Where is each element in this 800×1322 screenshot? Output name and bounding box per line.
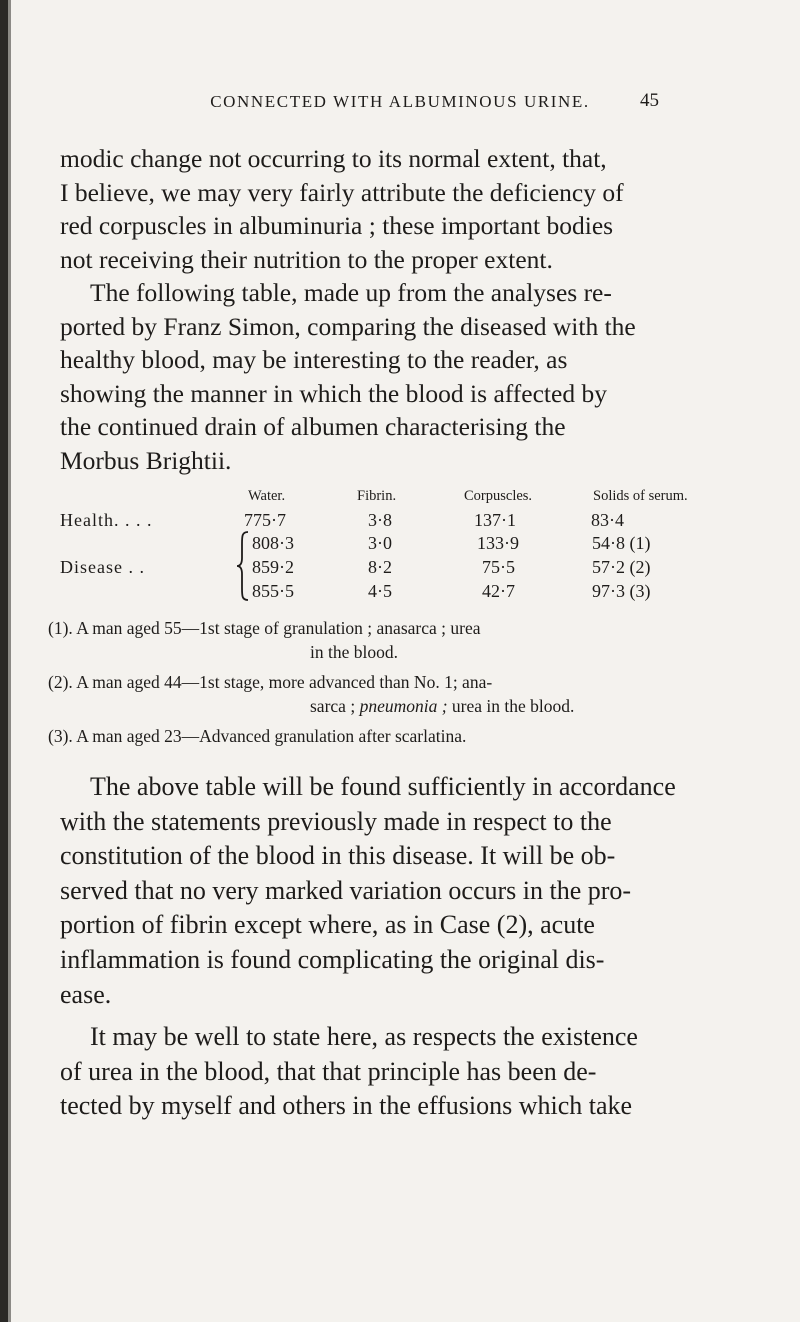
- row-label-disease: Disease . .: [60, 557, 145, 577]
- health-water: 775·7: [244, 510, 286, 530]
- disease1-solids: 54·8 (1): [592, 533, 651, 553]
- closing-text: [60, 770, 732, 1124]
- text-line: The following table, made up from the analyses re-: [90, 278, 612, 307]
- page-binding-shadow: [8, 0, 11, 1322]
- disease3-corpuscles: 42·7: [482, 581, 515, 601]
- text-line: showing the manner in which the blood is affected by: [60, 378, 607, 408]
- text-line: served that no very marked variation occurs in the pro-: [60, 875, 632, 905]
- column-header-solids: Solids of serum.: [593, 488, 688, 504]
- note-text: sarca ;: [310, 696, 360, 716]
- text-line: ease.: [60, 979, 112, 1009]
- text-line: not receiving their nutrition to the proper extent.: [60, 244, 553, 274]
- note-2: [48, 670, 748, 718]
- column-header-fibrin: Fibrin.: [357, 488, 397, 504]
- text-line: with the statements previously made in respect to the: [60, 806, 612, 836]
- text-line: inflammation is found complicating the original dis-: [60, 944, 605, 974]
- text-line: tected by myself and others in the effusions which take: [60, 1091, 633, 1121]
- brace-icon: [236, 530, 250, 602]
- note-italic-text: pneumonia ;: [359, 696, 448, 716]
- table-notes: [48, 616, 748, 748]
- text-line: constitution of the blood in this disease. It will be ob-: [60, 841, 616, 871]
- health-solids: 83·4: [591, 510, 624, 530]
- disease1-fibrin: 3·0: [368, 533, 392, 553]
- health-corpuscles: 137·1: [474, 510, 516, 530]
- disease2-water: 859·2: [252, 557, 294, 577]
- note-line: [48, 694, 748, 718]
- note-line: (1). A man aged 55—1st stage of granulation ; anasarca ; urea: [48, 618, 481, 638]
- text-line: Morbus Brightii.: [60, 445, 232, 475]
- note-line: (3). A man aged 23—Advanced granulation after scarlatina.: [48, 726, 467, 746]
- disease2-solids: 57·2 (2): [592, 557, 651, 577]
- disease1-corpuscles: 133·9: [477, 533, 519, 553]
- text-line: It may be well to state here, as respects the existence: [90, 1022, 638, 1052]
- disease3-solids: 97·3 (3): [592, 581, 651, 601]
- text-line: portion of fibrin except where, as in Case (2), acute: [60, 910, 595, 940]
- note-line: in the blood.: [310, 642, 398, 662]
- text-line: I believe, we may very fairly attribute the deficiency of: [60, 177, 624, 207]
- column-header-water: Water.: [248, 488, 286, 504]
- text-line: the continued drain of albumen characterising the: [60, 412, 566, 441]
- text-line: healthy blood, may be interesting to the reader, as: [60, 345, 568, 374]
- note-text: urea in the blood.: [447, 696, 575, 716]
- note-line: (2). A man aged 44—1st stage, more advanced than No. 1; ana-: [48, 672, 493, 692]
- disease3-fibrin: 4·5: [368, 581, 392, 601]
- disease3-water: 855·5: [252, 581, 294, 601]
- page-number: 45: [640, 90, 659, 111]
- column-header-corpuscles: Corpuscles.: [464, 488, 533, 504]
- health-fibrin: 3·8: [368, 510, 392, 530]
- text-line: The above table will be found sufficiently in accordance: [90, 772, 676, 801]
- text-line: of urea in the blood, that that principle has been de-: [60, 1056, 597, 1086]
- disease2-corpuscles: 75·5: [482, 557, 515, 577]
- page-binding-edge: [0, 0, 8, 1322]
- running-head: CONNECTED WITH ALBUMINOUS URINE.: [210, 92, 590, 111]
- text-line: modic change not occurring to its normal extent, that,: [60, 144, 607, 173]
- disease2-fibrin: 8·2: [368, 557, 392, 577]
- note-1: [48, 616, 748, 664]
- opening-text: [60, 142, 732, 477]
- disease1-water: 808·3: [252, 533, 294, 553]
- text-line: ported by Franz Simon, comparing the diseased with the: [60, 311, 636, 341]
- note-3: [48, 724, 748, 748]
- row-label-health: Health. . . .: [60, 510, 153, 530]
- text-line: red corpuscles in albuminuria ; these important bodies: [60, 211, 614, 240]
